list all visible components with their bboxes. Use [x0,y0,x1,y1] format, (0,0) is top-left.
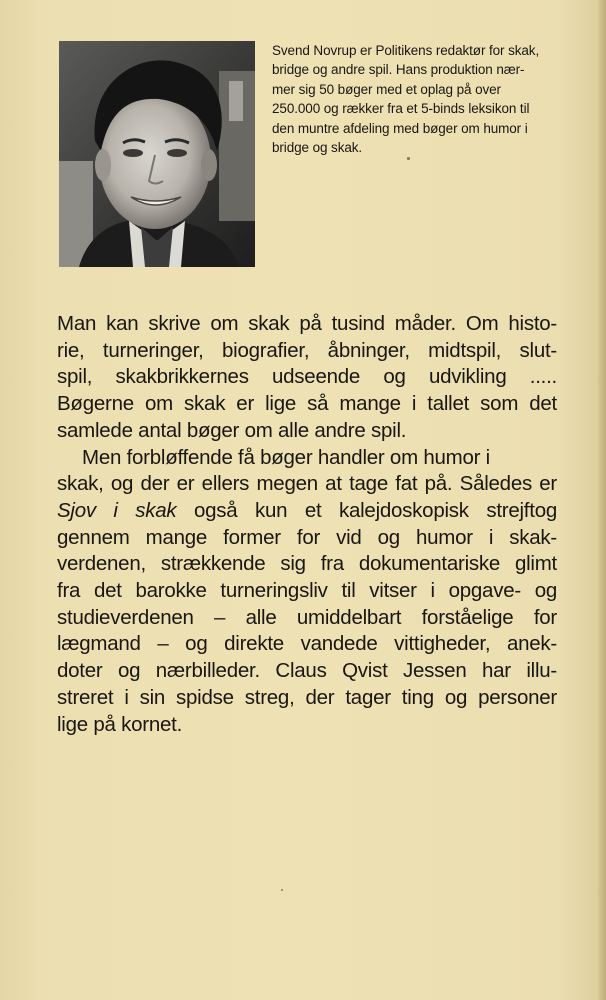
description-line: lægmand – og direkte vandede vittigheder, anek- [57,632,557,656]
author-bio-line: Svend Novrup er Politikens redaktør for skak, [272,43,540,58]
description-paragraph-1 [57,311,557,445]
description-line: streret i sin spidse streg, der tager ting og personer [57,685,557,709]
description-line: samlede antal bøger om alle andre spil. [57,418,407,442]
description-line: doter og nærbilleder. Claus Qvist Jessen har illu- [57,659,557,683]
author-bio-line: mer sig 50 bøger med et oplag på over [272,81,501,97]
description-line: Men forbløffende få bøger handler om humor i [82,445,490,469]
author-bio-line: bridge og skak. [272,140,363,156]
author-bio [272,41,557,157]
author-bio-line: den muntre afdeling med bøger om humor i [272,120,528,136]
author-bio-line: bridge og andre spil. Hans produktion nær- [272,62,525,78]
description-line: Bøgerne om skak er lige så mange i tallet som det [57,392,557,416]
description-line: skak, og der er ellers megen at tage fat på. Således er [57,472,557,496]
author-bio-line: 250.000 og rækker fra et 5-binds leksikon til [272,101,530,117]
author-photo [59,41,255,267]
description-line [57,498,557,525]
description-line: studieverdenen – alle umiddelbart forståelige for [57,605,557,629]
description-line: rie, turneringer, biografier, åbninger, midtspil, slut- [57,338,557,362]
description-paragraph-2 [57,445,557,739]
description-line: spil, skakbrikkernes udseende og udvikling ..... [57,365,557,389]
paper-speck [407,157,410,160]
description-line: lige på kornet. [57,712,183,736]
description-line: fra det barokke turneringsliv til vitser i opgave- og [57,579,557,603]
book-description [57,311,557,738]
description-line-rest: også kun et kalejdoskopisk strejftog [176,498,557,522]
paper-speck [281,889,283,891]
description-line: gennem mange former for vid og humor i skak- [57,525,557,549]
description-line: Man kan skrive om skak på tusind måder. Om histo- [57,312,557,335]
description-line: verdenen, strækkende sig fra dokumentariske glimt [57,552,557,576]
book-title: Sjov i skak [57,498,177,522]
